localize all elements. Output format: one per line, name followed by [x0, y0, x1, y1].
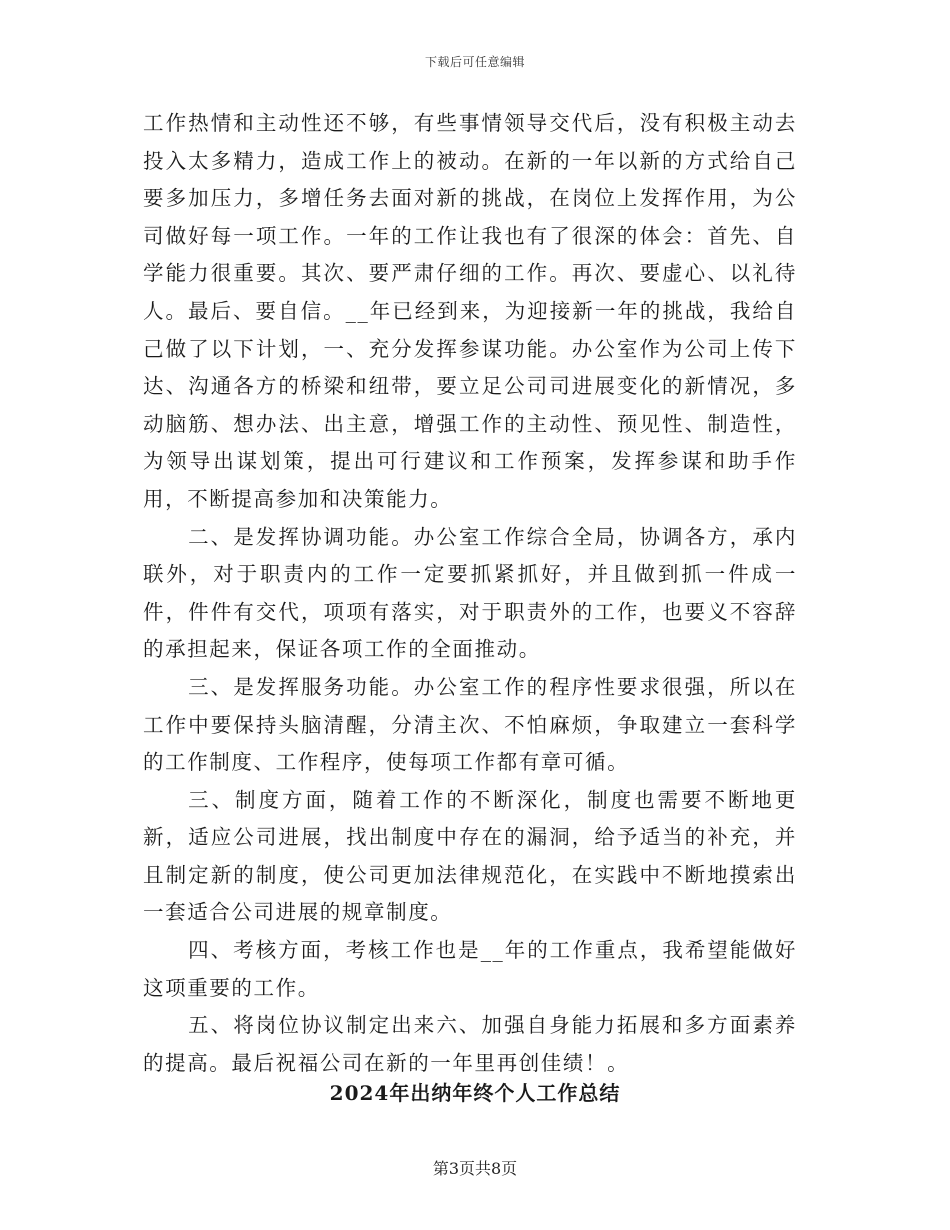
paragraph: 二、是发挥协调功能。办公室工作综合全局，协调各方，承内联外，对于职责内的工作一定要抓紧抓好，并且做到抓一件成一件，件件有交代，项项有落实，对于职责外的工作，也要义不容辞的承担起来，保证各项工作的全面推动。 — [143, 524, 797, 662]
document-title: 2024年出纳年终个人工作总结 — [329, 1081, 621, 1105]
page-header-note: 下载后可任意编辑 — [424, 55, 525, 69]
document-body — [143, 105, 797, 1082]
paragraph: 四、考核方面，考核工作也是__年的工作重点，我希望能做好这项重要的工作。 — [143, 938, 797, 1000]
paragraph: 工作热情和主动性还不够，有些事情领导交代后，没有积极主动去投入太多精力，造成工作上的被动。在新的一年以新的方式给自己要多加压力，多增任务去面对新的挑战，在岗位上发挥作用，为公司做好每一项工作。一年的工作让我也有了很深的体会：首先、自学能力很重要。其次、要严肃仔细的工作。再次、要虚心、以礼待人。最后、要自信。__年已经到来，为迎接新一年的挑战，我给自己做了以下计划，一、充分发挥参谋功能。办公室作为公司上传下达、沟通各方的桥梁和纽带，要立足公司司进展变化的新情况，多动脑筋、想办法、出主意，增强工作的主动性、预见性、制造性，为领导出谋划策，提出可行建议和工作预案，发挥参谋和助手作用，不断提高参加和决策能力。 — [143, 111, 797, 511]
paragraph: 五、将岗位协议制定出来六、加强自身能力拓展和多方面素养的提高。最后祝福公司在新的一年里再创佳绩！。 — [143, 1013, 797, 1075]
page-footer-number: 第3页共8页 — [432, 1159, 518, 1178]
paragraph: 三、是发挥服务功能。办公室工作的程序性要求很强，所以在工作中要保持头脑清醒，分清主次、不怕麻烦，争取建立一套科学的工作制度、工作程序，使每项工作都有章可循。 — [143, 674, 797, 775]
paragraph: 三、制度方面，随着工作的不断深化，制度也需要不断地更新，适应公司进展，找出制度中存在的漏洞，给予适当的补充，并且制定新的制度，使公司更加法律规范化，在实践中不断地摸索出一套适合公司进展的规章制度。 — [143, 787, 797, 925]
